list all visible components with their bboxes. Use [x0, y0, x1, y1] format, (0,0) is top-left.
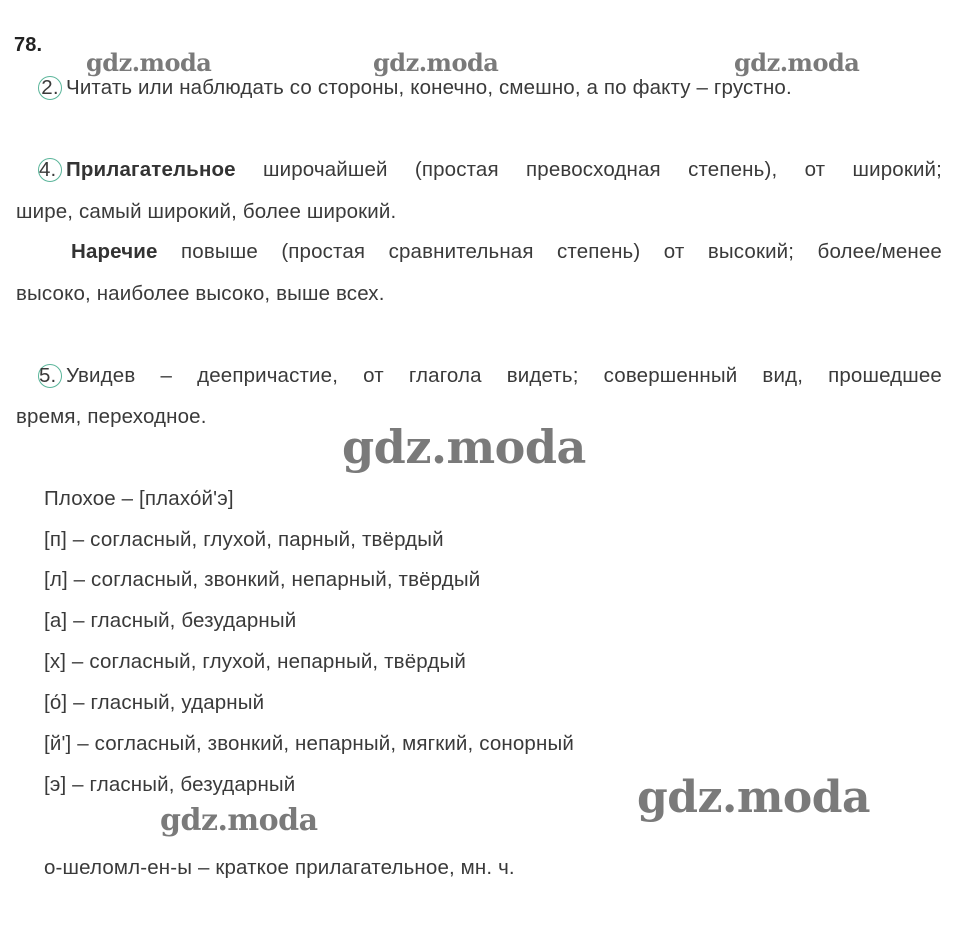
adjective-text: широчайшей (простая превосходная степень), от широкий;: [263, 158, 942, 181]
phonetic-sound: [п] – согласный, глухой, парный, твёрдый: [44, 528, 444, 551]
adjective-term: Прилагательное: [66, 158, 236, 181]
watermark: gdz.moda: [373, 48, 499, 77]
watermark: gdz.moda: [637, 772, 871, 823]
watermark: gdz.moda: [342, 420, 586, 474]
phonetic-sound: [х] – согласный, глухой, непарный, твёрдый: [44, 650, 466, 673]
phonetic-word: Плохое – [плахо́й'э]: [44, 487, 234, 510]
watermark: gdz.moda: [86, 48, 212, 77]
watermark: gdz.moda: [160, 803, 318, 838]
item-4-adjective-line: [38, 158, 942, 182]
adverb-term: Наречие: [71, 240, 158, 263]
adverb-forms: высоко, наиболее высоко, выше всех.: [16, 282, 385, 305]
phonetic-sound: [а] – гласный, безударный: [44, 609, 297, 632]
item-marker: 4.: [38, 158, 62, 182]
item-2-text: Читать или наблюдать со стороны, конечно, смешно, а по факту – грустно.: [66, 76, 792, 99]
adverb-text: повыше (простая сравнительная степень) от высокий; более/менее: [181, 240, 942, 263]
phonetic-sound: [э] – гласный, безударный: [44, 773, 296, 796]
watermark: gdz.moda: [734, 48, 860, 77]
phonetic-sound: [л] – согласный, звонкий, непарный, твёрдый: [44, 568, 481, 591]
phonetic-sound: [о́] – гласный, ударный: [44, 691, 265, 714]
item-5-line2: время, переходное.: [16, 405, 207, 428]
phonetic-sound: [й'] – согласный, звонкий, непарный, мягкий, сонорный: [44, 732, 574, 755]
task-number: 78.: [14, 34, 43, 56]
item-2: [38, 76, 792, 100]
item-5-line1: [38, 364, 942, 388]
item-marker: 2.: [38, 76, 62, 100]
adjective-forms: шире, самый широкий, более широкий.: [16, 200, 397, 223]
morphemic-analysis: о-шеломл-ен-ы – краткое прилагательное, мн. ч.: [44, 856, 515, 879]
item-4-adverb-line: [71, 240, 942, 264]
item-marker: 5.: [38, 364, 62, 388]
item-5-text: Увидев – деепричастие, от глагола видеть; совершенный вид, прошедшее: [66, 364, 942, 387]
